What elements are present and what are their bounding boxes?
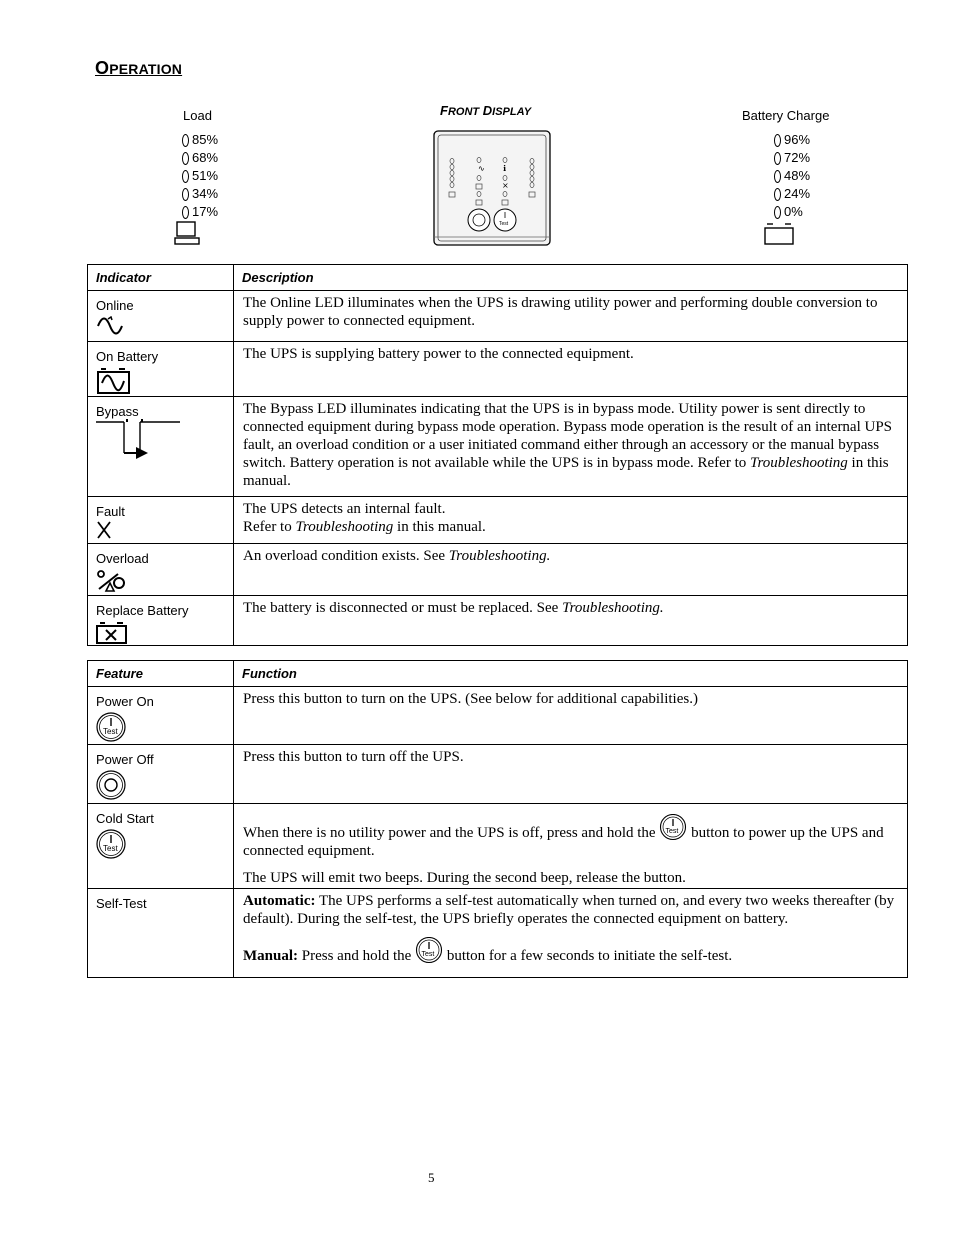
automatic-label: Automatic: — [243, 893, 316, 909]
test-button-label: Test — [421, 951, 435, 958]
feature-desc: Press this button to turn on the UPS. (See below for additional capabilities.) — [234, 687, 908, 745]
indicator-desc: The Online LED illuminates when the UPS is drawing utility power and performing double conversion to supply power to connected equipment. — [234, 291, 908, 342]
manual-label: Manual: — [243, 948, 299, 964]
x-icon — [96, 520, 116, 540]
front-display-panel — [432, 129, 554, 247]
svg-text:∿: ∿ — [478, 164, 485, 173]
bypass-arrow-icon — [96, 419, 184, 459]
feature-desc: Press this button to turn off the UPS. — [234, 745, 908, 804]
indicator-name: Online — [96, 298, 134, 313]
indicator-name: Fault — [96, 504, 125, 519]
test-button-icon — [415, 937, 443, 965]
test-button-label: Test — [665, 828, 679, 835]
feature-desc — [234, 889, 908, 978]
troubleshooting-ref: Troubleshooting. — [448, 548, 551, 564]
feature-desc-text: The UPS performs a self-test automatically when turned on, and every two weeks thereafter (by default). During the self-test, the UPS briefly operates the connected equipment on battery. — [243, 893, 895, 927]
load-icon — [174, 221, 202, 247]
feature-name: Power On — [96, 694, 154, 709]
feature-desc-text: button to power up the UPS and connected equipment. — [243, 825, 884, 859]
power-off-button-icon — [96, 770, 128, 802]
troubleshooting-ref: Troubleshooting — [750, 455, 848, 471]
indicator-desc-text: The Bypass LED illuminates indicating that the UPS is in bypass mode. Utility power is sent directly to connected equipment during bypass mode operation. Bypass mode operation is the result of an internal UPS fault, an overload condition or a user initiated command either through an accessory or the manual bypass switch. Battery operation is not available while the UPS is in bypass mode. Refer to — [243, 401, 893, 471]
load-level: 68% — [192, 150, 219, 165]
feature-table — [87, 660, 908, 978]
battery-sine-icon — [96, 367, 132, 395]
feature-desc-text: Press and hold the — [298, 948, 416, 964]
test-button-icon — [96, 829, 128, 861]
feature-name: Power Off — [96, 752, 154, 767]
battery-level: 72% — [784, 150, 811, 165]
test-button-label: Test — [103, 727, 118, 736]
indicator-desc-text: Refer to — [243, 519, 296, 535]
feature-desc-text: button for a few seconds to initiate the self-test. — [443, 948, 733, 964]
feature-desc-text: When there is no utility power and the UPS is off, press and hold the — [243, 825, 660, 841]
load-level: 51% — [192, 168, 219, 183]
test-button-icon — [659, 814, 687, 842]
indicator-desc — [234, 596, 908, 646]
indicator-desc — [234, 497, 908, 544]
indicator-name: Replace Battery — [96, 603, 189, 618]
table-row — [88, 497, 908, 544]
feature-name: Self-Test — [96, 896, 147, 911]
indicator-desc-text: The UPS detects an internal fault. — [243, 501, 446, 517]
battery-level: 24% — [784, 186, 811, 201]
indicator-name: On Battery — [96, 349, 159, 364]
table-row — [88, 596, 908, 646]
table-row — [88, 291, 908, 342]
table-row — [88, 745, 908, 804]
function-col-header: Function — [234, 661, 908, 687]
indicator-col-header: Indicator — [88, 265, 234, 291]
indicator-desc — [234, 544, 908, 596]
indicator-desc-text: in this manual. — [393, 519, 486, 535]
feature-desc-text: The UPS will emit two beeps. During the second beep, release the button. — [243, 870, 686, 886]
battery-x-icon — [96, 621, 130, 645]
load-label: Load — [183, 108, 212, 123]
test-button-label: Test — [103, 844, 118, 853]
battery-level: 48% — [784, 168, 811, 183]
table-row — [88, 342, 908, 397]
battery-charge-label: Battery Charge — [742, 108, 830, 123]
indicator-name: Overload — [96, 551, 149, 566]
feature-name: Cold Start — [96, 811, 154, 826]
indicator-desc: The UPS is supplying battery power to the connected equipment. — [234, 342, 908, 397]
description-col-header: Description — [234, 265, 908, 291]
battery-level: 0% — [784, 204, 803, 219]
table-row — [88, 804, 908, 889]
overload-scale-icon — [96, 569, 128, 593]
indicator-desc-text: in this manual. — [243, 455, 889, 489]
indicator-table — [87, 264, 908, 646]
front-display-title: FRONT DISPLAY — [440, 103, 532, 118]
sine-wave-icon — [96, 316, 128, 336]
battery-icon — [763, 222, 797, 246]
table-row — [88, 687, 908, 745]
load-level: 17% — [192, 204, 219, 219]
page-number: 5 — [428, 1170, 435, 1185]
indicator-desc-text: An overload condition exists. See — [243, 548, 449, 564]
indicator-name: Bypass — [96, 404, 139, 419]
svg-text:×: × — [502, 181, 509, 190]
table-row — [88, 544, 908, 596]
load-level: 85% — [192, 132, 219, 147]
svg-text:ℹ: ℹ — [503, 164, 507, 173]
table-row — [88, 397, 908, 497]
page-heading: OPERATION — [95, 58, 183, 78]
test-button-icon — [96, 712, 128, 744]
load-level: 34% — [192, 186, 219, 201]
battery-level: 96% — [784, 132, 811, 147]
feature-desc — [234, 804, 908, 889]
battery-led-list — [774, 131, 810, 221]
indicator-desc — [234, 397, 908, 497]
troubleshooting-ref: Troubleshooting. — [562, 600, 664, 616]
table-row — [88, 889, 908, 978]
panel-test-label: Test — [499, 221, 509, 227]
indicator-desc-text: The battery is disconnected or must be replaced. See — [243, 600, 563, 616]
load-led-list — [182, 131, 218, 221]
feature-col-header: Feature — [88, 661, 234, 687]
troubleshooting-ref: Troubleshooting — [295, 519, 394, 535]
